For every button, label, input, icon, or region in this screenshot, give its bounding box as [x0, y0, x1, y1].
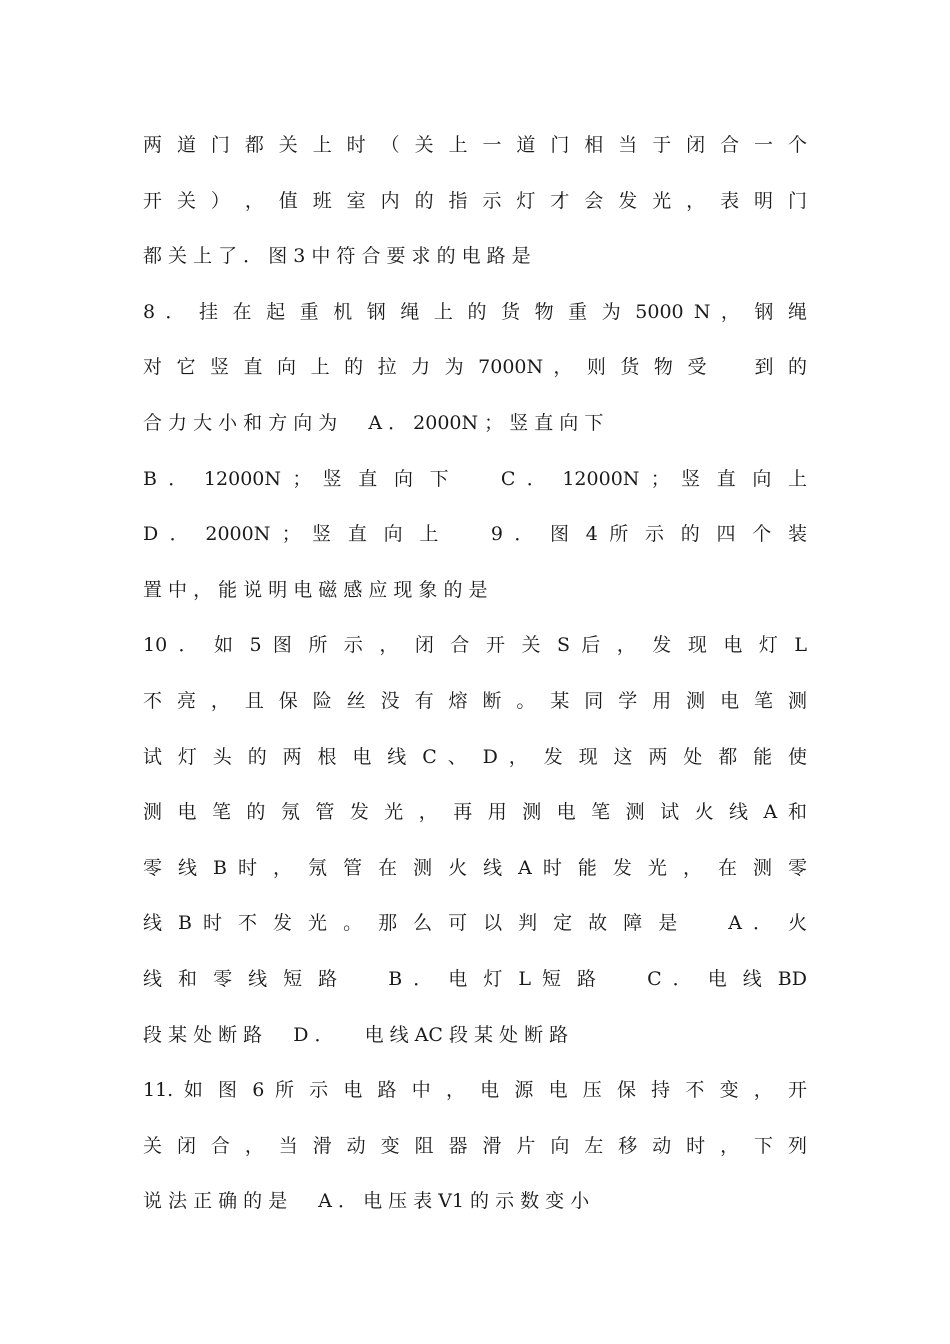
text-line: 段 某 处 断 路 D ． 电 线 AC 段 某 处 断 路 [143, 1023, 569, 1046]
text-line: 11. 如 图 6 所 示 电 路 中 ， 电 源 电 压 保 持 不 变 ， 开 [143, 1079, 807, 1102]
text-line: 试 灯 头 的 两 根 电 线 C 、 D ， 发 现 这 两 处 都 能 使 [143, 745, 807, 768]
text-line: 两 道 门 都 关 上 时 （ 关 上 一 道 门 相 当 于 闭 合 一 个 [143, 134, 807, 156]
text-line: 8 ． 挂 在 起 重 机 钢 绳 上 的 货 物 重 为 5000 N ， 钢 绳 [143, 300, 807, 323]
text-line: 合 力 大 小 和 方 向 为 A ． 2000N ； 竖 直 向 下 [143, 411, 604, 434]
text-line: 线 B 时 不 发 光 。 那 么 可 以 判 定 故 障 是 A ． 火 [143, 912, 807, 935]
text-line: 测 电 笔 的 氖 管 发 光 ， 再 用 测 电 笔 测 试 火 线 A 和 [143, 801, 807, 824]
text-line: 线 和 零 线 短 路 B ． 电 灯 L 短 路 C ． 电 线 BD [143, 967, 807, 990]
text-line: D ． 2000N ； 竖 直 向 上 9 ． 图 4 所 示 的 四 个 装 [143, 523, 807, 546]
text-line: 10 ． 如 5 图 所 示 ， 闭 合 开 关 S 后 ， 发 现 电 灯 L [143, 634, 807, 657]
text-line: 开 关 ） ， 值 班 室 内 的 指 示 灯 才 会 发 光 ， 表 明 门 [143, 189, 807, 212]
document-body [143, 118, 807, 1230]
text-line: 说 法 正 确 的 是 A ． 电 压 表 V1 的 示 数 变 小 [143, 1190, 590, 1213]
text-line: 都 关 上 了 ． 图 3 中 符 合 要 求 的 电 路 是 [143, 245, 531, 268]
text-line: 不 亮 ， 且 保 险 丝 没 有 熔 断 。 某 同 学 用 测 电 笔 测 [143, 689, 807, 712]
text-line: B ． 12000N ； 竖 直 向 下 C ． 12000N ； 竖 直 向 上 [143, 467, 807, 490]
text-line: 对 它 竖 直 向 上 的 拉 力 为 7000N ， 则 货 物 受 到 的 [143, 356, 807, 379]
text-line: 关 闭 合 ， 当 滑 动 变 阻 器 滑 片 向 左 移 动 时 ， 下 列 [143, 1134, 807, 1157]
text-line: 置 中 ， 能 说 明 电 磁 感 应 现 象 的 是 [143, 578, 488, 601]
text-line: 零 线 B 时 ， 氖 管 在 测 火 线 A 时 能 发 光 ， 在 测 零 [143, 856, 807, 879]
